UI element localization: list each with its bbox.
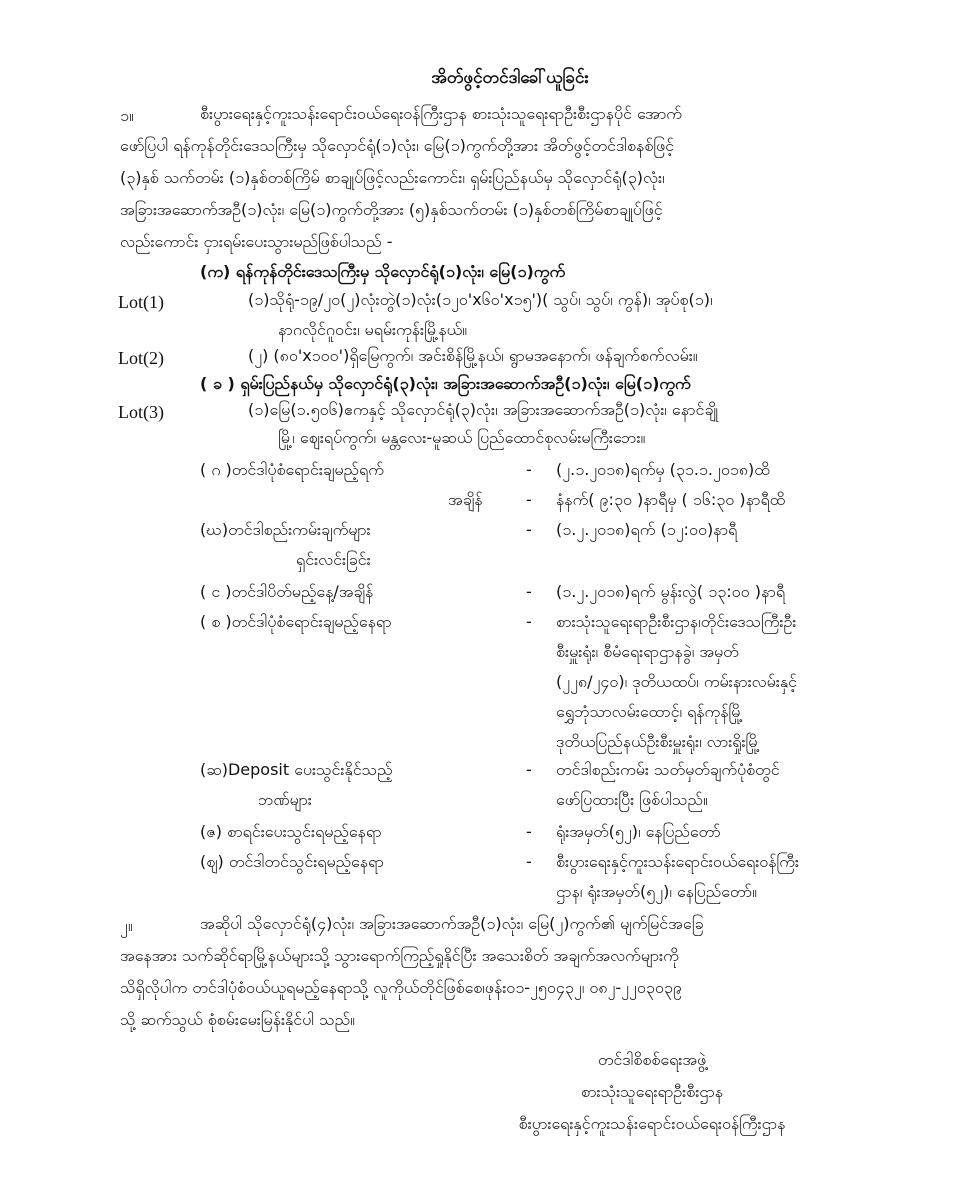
lot1-line-2: နာဂလိုင်ဂူဝင်း၊ မရမ်းကုန်းမြို့နယ်။ [278, 320, 468, 339]
lot3-label: Lot(3) [118, 402, 164, 422]
para1-line-3: (၃)နှစ် သက်တမ်း (၁)နှစ်တစ်ကြိမ် စာချုပ်ဖြင့်လည်းကောင်း၊ ရှမ်းပြည်နယ်မှ သိုလှောင်ရုံ(၃)လုံး၊ [120, 168, 665, 187]
detail-deposit-label-1: (ဆ)Deposit ပေးသွင်းနိုင်သည့် [200, 760, 393, 779]
detail-time-value: နံနက်( ၉:၃၀ )နာရီမှ ( ၁၆:၃၀ )နာရီထိ [556, 490, 786, 509]
detail-dash: - [526, 822, 532, 841]
detail-submission-value-1: စီးပွားရေးနှင့်ကူးသန်းရောင်းဝယ်ရေးဝန်ကြီး [556, 852, 799, 871]
lot1-line-1: (၁)သိုရုံ-၁၉/၂၀(၂)လုံးတွဲ(၁)လုံး(၁၂၀'x၆၀'x၁၅')( သွပ်၊ သွပ်၊ ကွန်)၊ အုပ်စု(၁)၊ [248, 290, 713, 309]
para2-line-4: သို့ ဆက်သွယ် စုံစမ်းမေးမြန်းနိုင်ပါ သည်။ [120, 1010, 355, 1029]
section-ka-heading: (က) ရန်ကုန်တိုင်းဒေသကြီးမှ သိုလှောင်ရုံ(၁)လုံး၊ မြေ(၁)ကွက် [200, 262, 566, 281]
detail-deposit-value-1: တင်ဒါစည်းကမ်း သတ်မှတ်ချက်ပုံစံတွင် [556, 760, 780, 779]
para2-line-2: အနေအား သက်ဆိုင်ရာမြို့နယ်များသို့ သွားရောက်ကြည့်ရှုနိုင်ပြီး အသေးစိတ် အချက်အလက်များကို [120, 946, 679, 965]
para2-line-3: သိရှိလိုပါက တင်ဒါပုံစံဝယ်ယူရမည့်နေရာသို့ လူကိုယ်တိုင်ဖြစ်စေ၊ဖုန်း၀၁-၂၅၀၄၃၂၊ ၀၈၂-၂၂၀၃၀၃၉ [120, 978, 682, 997]
detail-sale-place-value-5: ဒုတိယပြည်နယ်ဦးစီးမှူးရုံး၊ လားရှိုးမြို့ [556, 732, 760, 751]
detail-dash: - [526, 852, 532, 871]
signature-ministry: စီးပွားရေးနှင့်ကူးသန်းရောင်းဝယ်ရေးဝန်ကြီးဌာန [518, 1114, 786, 1133]
detail-closing-value: (၁.၂.၂၀၁၈)ရက် မွန်းလွဲ( ၁၃:၀၀ )နာရီ [556, 582, 786, 601]
lot3-line-2: မြို့၊ ဈေးရပ်ကွက်၊ မန္တလေး-မူဆယ် ပြည်ထောင်စုလမ်းမကြီးဘေး။ [278, 428, 646, 447]
page-title: အိတ်ဖွင့်တင်ဒါခေါ်ယူခြင်း [431, 68, 589, 88]
para1-line-2: ဖော်ပြပါ ရန်ကုန်တိုင်းဒေသကြီးမှ သိုလှောင်ရုံ(၁)လုံး၊ မြေ(၁)ကွက်တို့အား အိတ်ဖွင့်တင်ဒါစနစ်ဖြင့် [120, 136, 675, 155]
detail-sale-dates-value: (၂.၁.၂၀၁၈)ရက်မှ (၃၁.၁.၂၀၁၈)ထိ [556, 460, 770, 479]
lot3-line-1: (၁)မြေ(၁.၅၀၆)ဧကနှင့် သိုလှောင်ရုံ(၃)လုံး၊ အခြားအဆောက်အဦ(၁)လုံး၊ နောင်ချို [248, 400, 719, 419]
detail-submission-label: (ဈ) တင်ဒါတင်သွင်းရမည့်နေရာ [200, 852, 384, 871]
detail-clarification-label-1: (ဃ)တင်ဒါစည်းကမ်းချက်များ [200, 520, 371, 539]
detail-dash: - [526, 490, 532, 509]
lot2-line-1: (၂) (၈၀'x၁၀၀')ရှိမြေကွက်၊ အင်းစိန်မြို့နယ်၊ ရွာမအနောက်၊ ဖန်ချက်စက်လမ်း။ [248, 346, 698, 365]
signature-committee: တင်ဒါစိစစ်ရေးအဖွဲ့ [597, 1050, 707, 1069]
signature-department: စားသုံးသူရေးရာဦးစီးဌာန [580, 1082, 724, 1101]
detail-sale-place-value-2: စီးမှူးရုံး၊ စီမံရေးရာဌာနခွဲ၊ အမှတ် [556, 642, 739, 661]
detail-sale-place-value-3: (၂၂၈/၂၄၀)၊ ဒုတိယထပ်၊ ကမ်းနားလမ်းနှင့် [556, 672, 797, 691]
detail-dash: - [526, 460, 532, 479]
para1-line-1: စီးပွားရေးနှင့်ကူးသန်းရောင်းဝယ်ရေးဝန်ကြီးဌာန စားသုံးသူရေးရာဦးစီးဌာနပိုင် အောက် [200, 104, 682, 123]
detail-registration-label: (ဇ) စာရင်းပေးသွင်းရမည့်နေရာ [200, 822, 382, 841]
detail-sale-place-value-1: စားသုံးသူရေးရာဦးစီးဌာန၊တိုင်းဒေသကြီးဦး [556, 612, 797, 631]
detail-sale-place-label: ( စ )တင်ဒါပုံစံရောင်းချမည့်နေရာ [200, 612, 392, 631]
section-kha-heading: ( ခ ) ရှမ်းပြည်နယ်မှ သိုလှောင်ရုံ(၃)လုံး၊ အခြားအဆောက်အဦ(၁)လုံး၊ မြေ(၁)ကွက် [200, 374, 691, 393]
detail-deposit-label-2: ဘဏ်များ [258, 790, 312, 809]
detail-closing-label: ( င )တင်ဒါပိတ်မည့်နေ့/အချိန် [200, 582, 374, 601]
lot2-label: Lot(2) [118, 348, 164, 368]
lot1-label: Lot(1) [118, 292, 164, 312]
detail-sale-place-value-4: ရွှေဘုံသာလမ်းထောင့်၊ ရန်ကုန်မြို့ [556, 702, 743, 721]
para1-number: ၁။ [120, 106, 134, 125]
para1-line-5: လည်းကောင်း ငှားရမ်းပေးသွားမည်ဖြစ်ပါသည် - [120, 232, 393, 251]
detail-sale-dates-label: ( ဂ )တင်ဒါပုံစံရောင်းချမည့်ရက် [200, 460, 384, 479]
para2-number: ၂။ [120, 916, 133, 935]
detail-dash: - [526, 520, 532, 539]
detail-submission-value-2: ဌာန၊ ရုံးအမှတ်(၅၂)၊ နေပြည်တော်။ [556, 882, 757, 901]
detail-dash: - [526, 582, 532, 601]
para1-line-4: အခြားအဆောက်အဦ(၁)လုံး၊ မြေ(၁)ကွက်တို့အား (၅)နှစ်သက်တမ်း (၁)နှစ်တစ်ကြိမ်စာချုပ်ဖြင့် [120, 200, 663, 219]
detail-clarification-label-2: ရှင်းလင်းခြင်း [296, 550, 371, 569]
para2-line-1: အဆိုပါ သိုလှောင်ရုံ(၄)လုံး၊ အခြားအဆောက်အဦ(၁)လုံး၊ မြေ(၂)ကွက်၏ မျက်မြင်အခြေ [200, 914, 704, 933]
detail-registration-value: ရုံးအမှတ်(၅၂)၊ နေပြည်တော် [556, 822, 721, 841]
detail-time-label: အချိန် [448, 490, 483, 509]
detail-deposit-value-2: ဖော်ပြထားပြီး ဖြစ်ပါသည်။ [556, 790, 708, 809]
detail-dash: - [526, 612, 532, 631]
detail-clarification-value: (၁.၂.၂၀၁၈)ရက် (၁၂:၀၀)နာရီ [556, 520, 738, 539]
detail-dash: - [526, 760, 532, 779]
